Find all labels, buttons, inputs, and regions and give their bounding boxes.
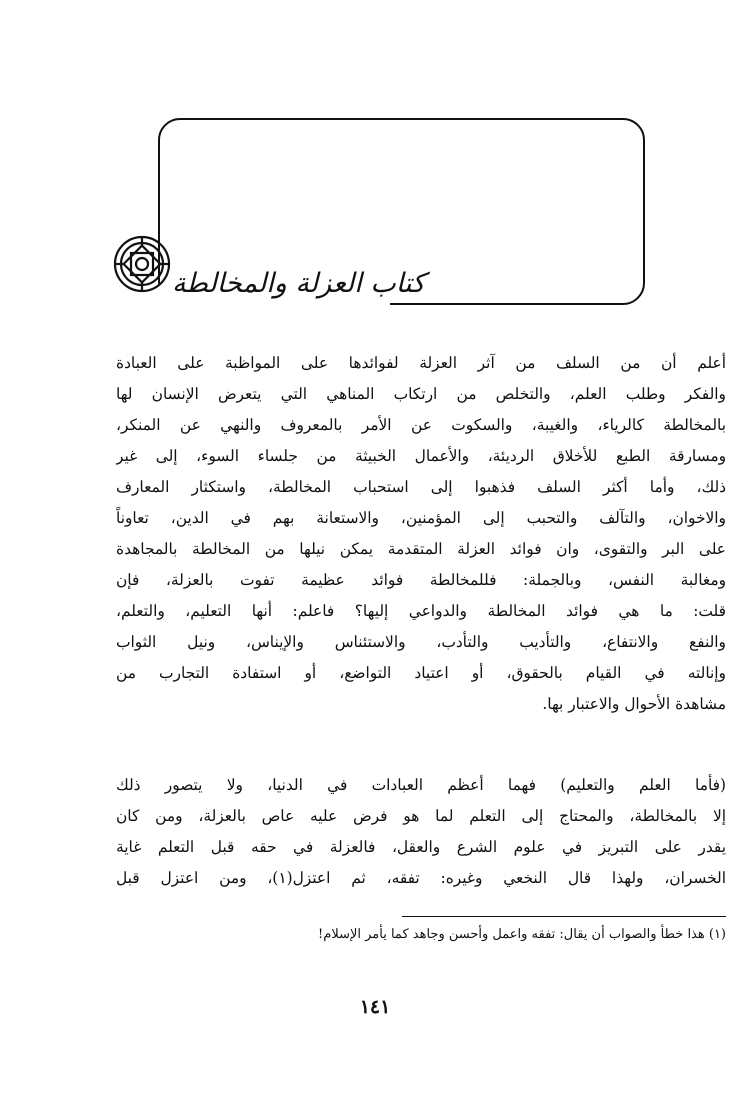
- text-line: إلا بالمخالطة، والمحتاج إلى التعلم لما هو فرض عليه عاص بالعزلة، ومن كان: [116, 807, 726, 825]
- ornament-icon: [112, 234, 172, 294]
- text-line: الخسران، ولهذا قال النخعي وغيره: تفقه، ثم اعتزل(١)، ومن اعتزل قبل: [116, 869, 726, 887]
- text-line: (فأما العلم والتعليم) فهما أعظم العبادات في الدنيا، ولا يتصور ذلك: [116, 776, 726, 794]
- paragraph-2: [116, 770, 726, 894]
- chapter-title: كتاب العزلة والمخالطة: [171, 268, 425, 299]
- footnote: (١) هذا خطأ والصواب أن يقال: تفقه واعمل وأحسن وجاهد كما يأمر الإسلام!: [318, 927, 726, 942]
- text-line: أعلم أن من السلف من آثر العزلة لفوائدها على المواظبة على العبادة: [116, 354, 726, 372]
- text-line: ومسارقة الطبع للأخلاق الرديئة، والأعمال الخبيثة من جلساء السوء، إلى غير: [116, 447, 726, 465]
- text-line: والنفع والانتفاع، والتأديب والتأدب، والاستئناس والإيناس، ونيل الثواب: [116, 633, 726, 651]
- page-number: ١٤١: [359, 996, 391, 1018]
- text-line: والفكر وطلب العلم، والتخلص من ارتكاب المناهي التي يتعرض الإنسان لها: [116, 385, 726, 403]
- text-line: والاخوان، والتآلف والتحبب إلى المؤمنين، والاستعانة بهم في الدين، تعاوناً: [116, 509, 726, 527]
- text-line: قلت: ما هي فوائد المخالطة والدواعي إليها؟ فاعلم: أنها التعليم، والتعلم،: [116, 602, 726, 620]
- text-line: وإنالته في القيام بالحقوق، أو اعتياد التواضع، أو استفادة التجارب من: [116, 664, 726, 682]
- text-line: يقدر على التبريز في علوم الشرع والعقل، فالعزلة في حقه قبل التعلم غاية: [116, 838, 726, 856]
- text-line: ومغالبة النفس، وبالجملة: فللمخالطة فوائد عظيمة تفوت بالعزلة، فإن: [116, 571, 726, 589]
- text-line: بالمخالطة كالرياء، والغيبة، والسكوت عن الأمر بالمعروف والنهي عن المنكر،: [116, 416, 726, 434]
- text-line: مشاهدة الأحوال والاعتبار بها.: [542, 695, 726, 713]
- text-line: ذلك، وأما أكثر السلف فذهبوا إلى استحباب المخالطة، واستكثار المعارف: [116, 478, 726, 496]
- footnote-divider: [402, 916, 726, 917]
- text-line: على البر والتقوى، وان فوائد العزلة المتقدمة يمكن نيلها من المخالطة بالمجاهدة: [116, 540, 726, 558]
- paragraph-1: [116, 348, 726, 720]
